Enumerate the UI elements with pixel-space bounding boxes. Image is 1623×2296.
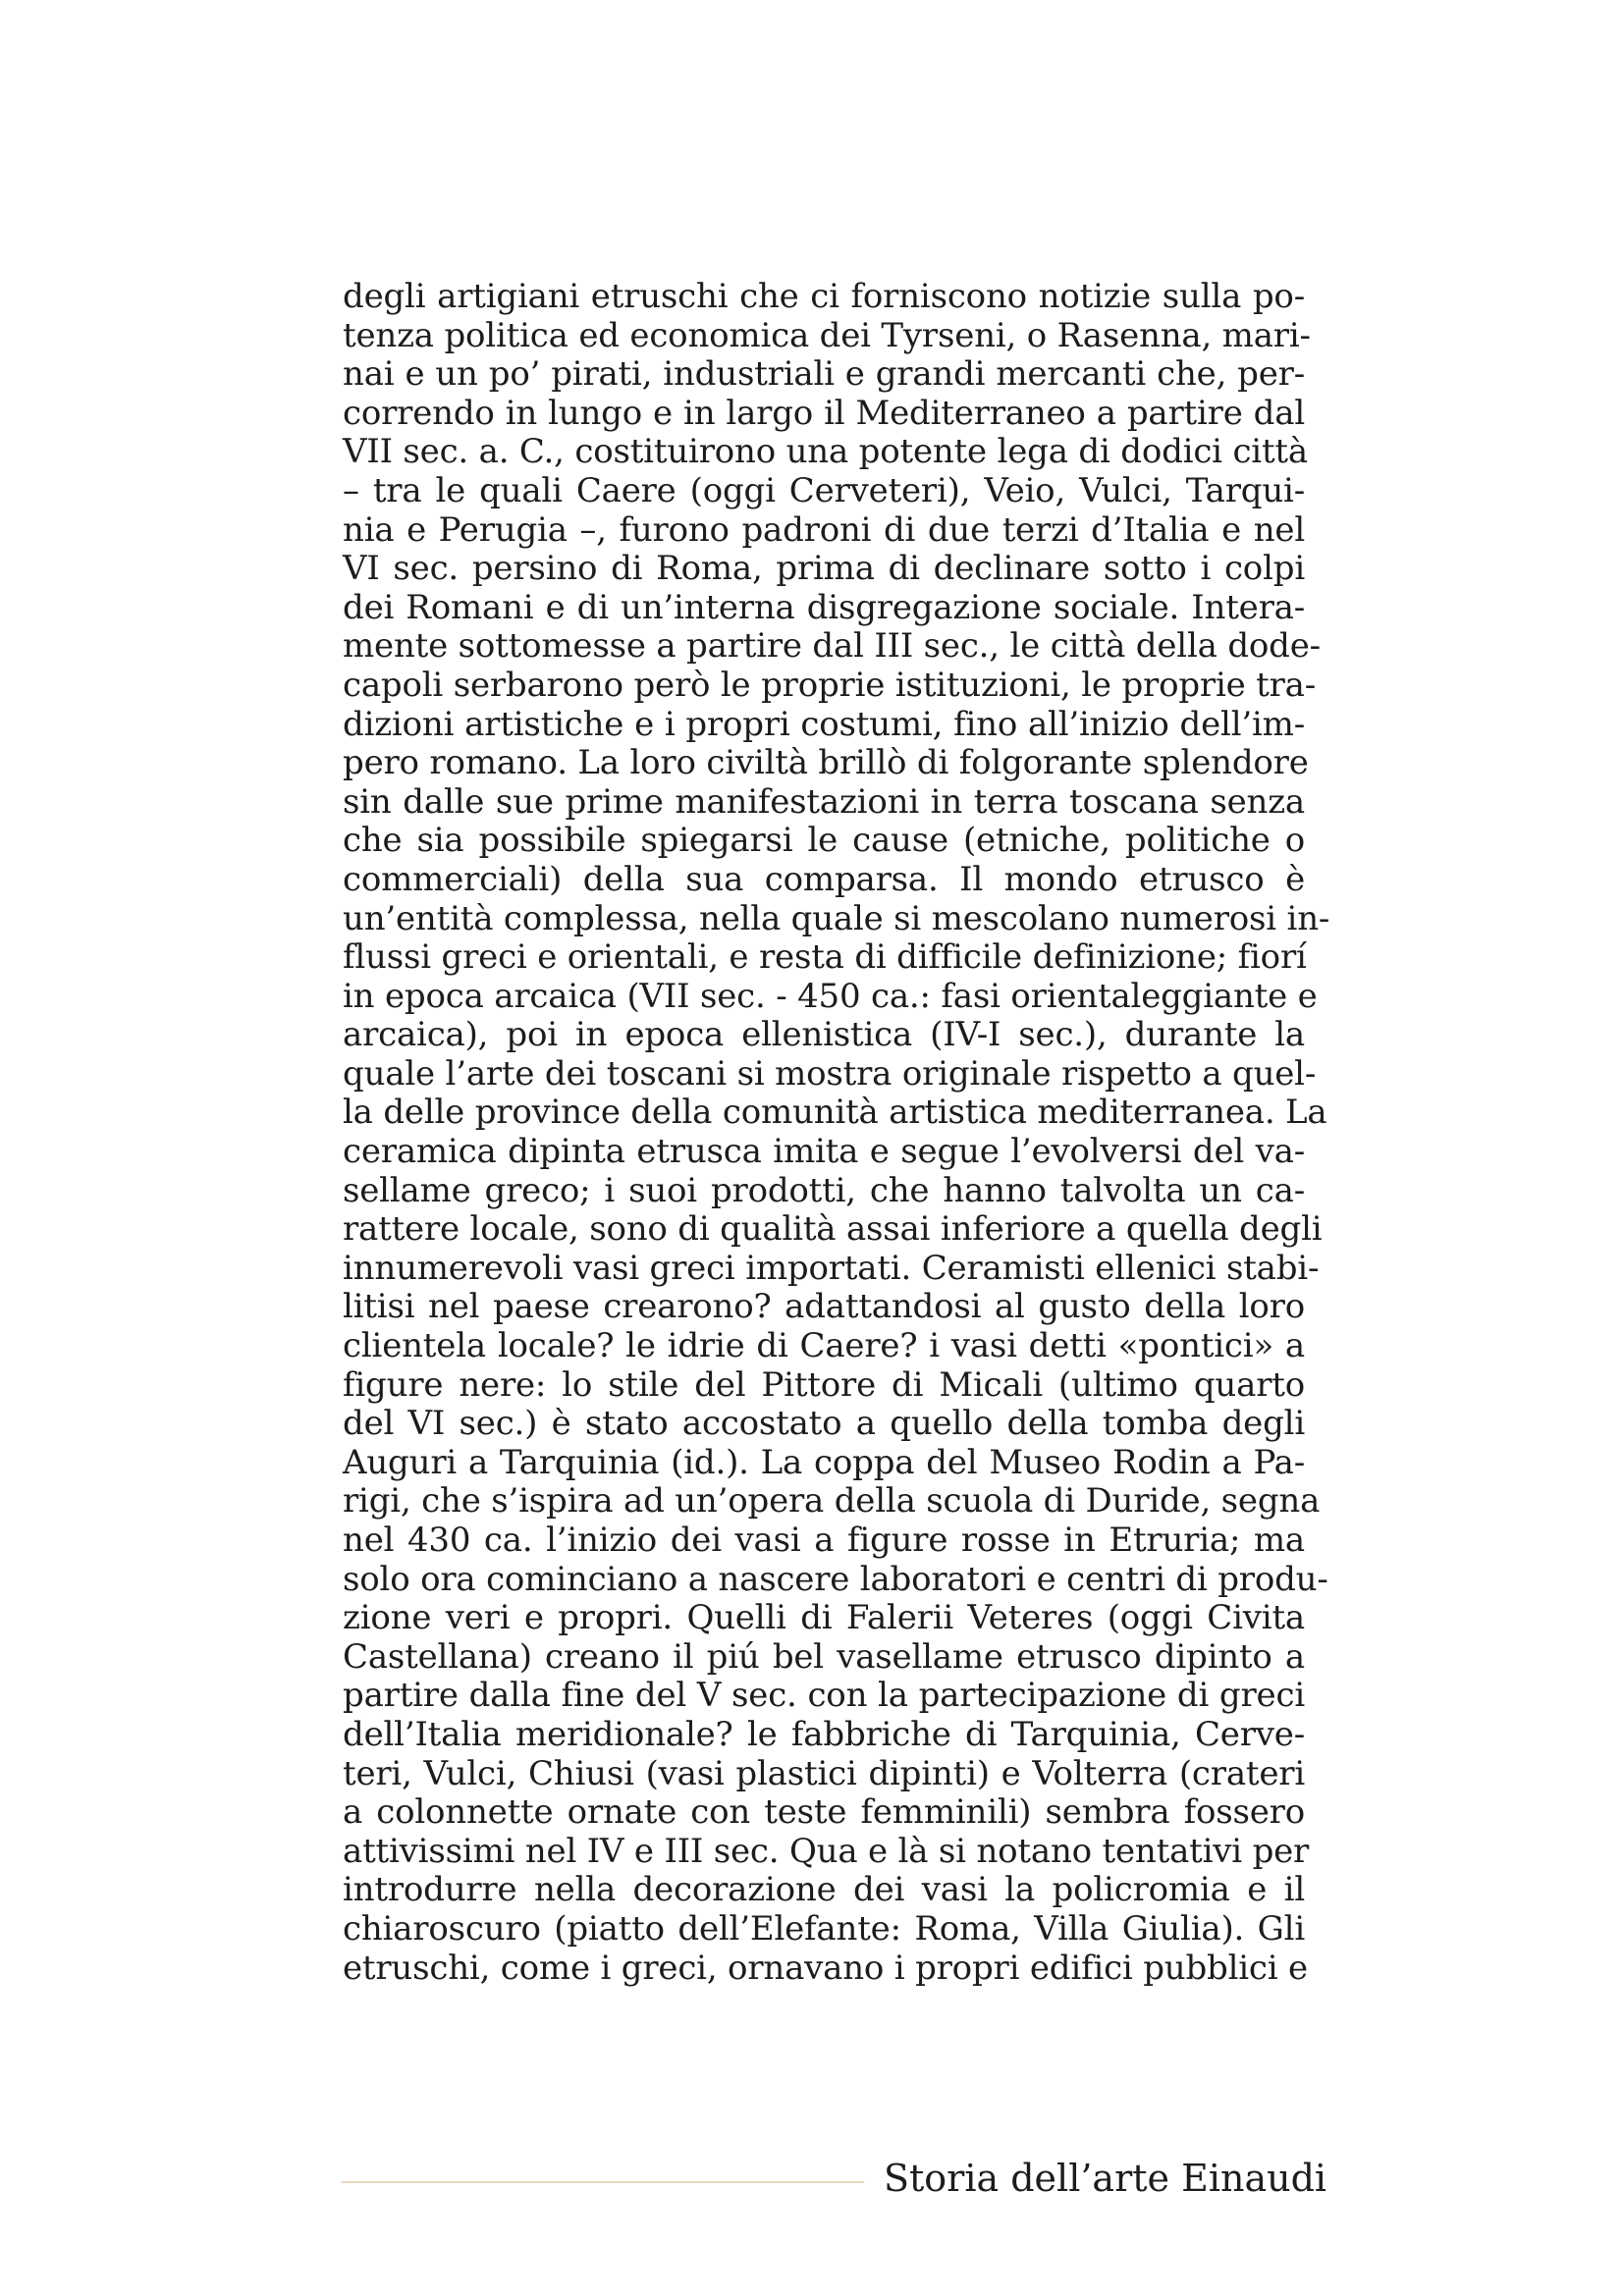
text-line: sellame greco; i suoi prodotti, che hanno talvolta un ca-	[343, 1170, 1305, 1210]
text-line: la delle province della comunità artistica mediterranea. La	[343, 1093, 1327, 1133]
text-line: zione veri e propri. Quelli di Falerii Veteres (oggi Civita	[343, 1598, 1305, 1638]
text-line: del VI sec.) è stato accostato a quello della tomba degli	[343, 1404, 1305, 1444]
text-line: attivissimi nel IV e III sec. Qua e là si notano tentativi per	[343, 1831, 1310, 1871]
text-line: rattere locale, sono di qualità assai inferiore a quella degli	[343, 1209, 1323, 1250]
text-line: VII sec. a. C., costituirono una potente lega di dodici città	[343, 432, 1308, 472]
text-line: Castellana) creano il piú bel vasellame etrusco dipinto a	[343, 1636, 1305, 1677]
text-line: dell’Italia meridionale? le fabbriche di Tarquinia, Cerve-	[343, 1714, 1305, 1754]
text-line: Auguri a Tarquinia (id.). La coppa del Museo Rodin a Pa-	[343, 1442, 1305, 1482]
text-line: commerciali) della sua comparsa. Il mondo etrusco è	[343, 859, 1305, 899]
text-line: etruschi, come i greci, ornavano i propri edifici pubblici e	[343, 1948, 1308, 1988]
footer-title: Storia dell’arte Einaudi	[884, 2157, 1327, 2200]
text-line: un’entità complessa, nella quale si mescolano numerosi in-	[343, 898, 1330, 938]
footer-divider	[341, 2181, 864, 2183]
text-line: teri, Vulci, Chiusi (vasi plastici dipinti) e Volterra (crateri	[343, 1753, 1305, 1793]
text-line: partire dalla fine del V sec. con la partecipazione di greci	[343, 1676, 1305, 1716]
text-line: nia e Perugia –, furono padroni di due terzi d’Italia e nel	[343, 509, 1305, 550]
text-line: tenza politica ed economica dei Tyrseni, o Rasenna, mari-	[343, 315, 1311, 355]
text-line: VI sec. persino di Roma, prima di declinare sotto i colpi	[343, 549, 1305, 589]
text-line: chiaroscuro (piatto dell’Elefante: Roma, Villa Giulia). Gli	[343, 1908, 1305, 1949]
text-line: flussi greci e orientali, e resta di difficile definizione; fiorí	[343, 937, 1307, 978]
text-line: arcaica), poi in epoca ellenistica (IV-I sec.), durante la	[343, 1015, 1305, 1055]
text-line: litisi nel paese crearono? adattandosi al gusto della loro	[343, 1287, 1305, 1327]
text-line: nel 430 ca. l’inizio dei vasi a figure rosse in Etruria; ma	[343, 1521, 1305, 1560]
text-line: rigi, che s’ispira ad un’opera della scuola di Duride, segna	[343, 1481, 1321, 1522]
text-line: clientela locale? le idrie di Caere? i vasi detti «pontici» a	[343, 1326, 1305, 1366]
text-line: dei Romani e di un’interna disgregazione sociale. Intera-	[343, 587, 1305, 627]
text-line: figure nere: lo stile del Pittore di Micali (ultimo quarto	[343, 1364, 1305, 1405]
body-text	[343, 277, 1330, 1988]
text-line: mente sottomesse a partire dal III sec., le città della dode-	[343, 626, 1321, 667]
text-line: introdurre nella decorazione dei vasi la policromia e il	[343, 1870, 1305, 1910]
text-line: degli artigiani etruschi che ci forniscono notizie sulla po-	[343, 277, 1305, 316]
text-line: innumerevoli vasi greci importati. Ceramisti ellenici stabi-	[343, 1248, 1320, 1288]
text-line: quale l’arte dei toscani si mostra originale rispetto a quel-	[343, 1053, 1317, 1094]
text-line: ceramica dipinta etrusca imita e segue l’evolversi del va-	[343, 1132, 1305, 1172]
text-line: in epoca arcaica (VII sec. - 450 ca.: fasi orientaleggiante e	[343, 976, 1318, 1016]
text-line: pero romano. La loro civiltà brillò di folgorante splendore	[343, 743, 1309, 783]
text-line: dizioni artistiche e i propri costumi, fino all’inizio dell’im-	[343, 704, 1305, 744]
text-line: solo ora cominciano a nascere laboratori e centri di produ-	[343, 1559, 1328, 1599]
text-line: correndo in lungo e in largo il Mediterraneo a partire dal	[343, 393, 1305, 433]
text-line: a colonnette ornate con teste femminili) sembra fossero	[343, 1792, 1305, 1833]
text-line: che sia possibile spiegarsi le cause (etniche, politiche o	[343, 821, 1305, 861]
text-line: – tra le quali Caere (oggi Cerveteri), Veio, Vulci, Tarqui-	[343, 470, 1305, 510]
text-line: nai e un po’ pirati, industriali e grandi mercanti che, per-	[343, 354, 1305, 395]
text-line: capoli serbarono però le proprie istituzioni, le proprie tra-	[343, 665, 1317, 705]
text-line: sin dalle sue prime manifestazioni in terra toscana senza	[343, 781, 1305, 822]
